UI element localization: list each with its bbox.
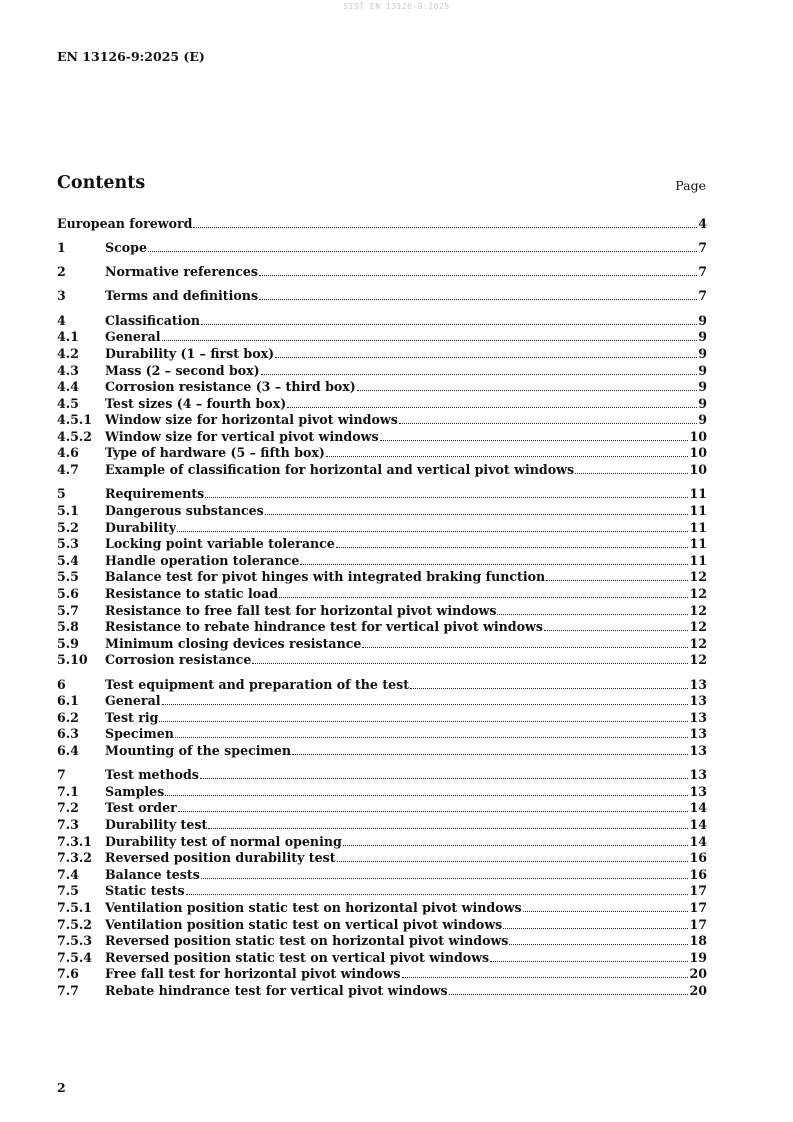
toc-entry-number: 7.3.1	[57, 833, 93, 849]
toc-entry[interactable]	[57, 635, 707, 652]
toc-dot-leader	[159, 721, 688, 722]
toc-entry-number: 6.2	[57, 709, 79, 725]
toc-entry-page: 12	[689, 652, 707, 668]
toc-dot-leader	[336, 547, 689, 548]
toc-entry[interactable]	[57, 949, 707, 966]
toc-entry-number: 5.9	[57, 635, 79, 651]
toc-entry-page: 12	[689, 619, 707, 635]
toc-dot-leader	[252, 663, 688, 664]
toc-dot-leader	[546, 580, 688, 581]
toc-entry-title: Test rig	[105, 709, 159, 725]
toc-entry[interactable]	[57, 966, 707, 983]
toc-entry-title: Durability (1 – first box)	[105, 345, 275, 361]
toc-entry-number: 4.6	[57, 445, 79, 461]
toc-entry[interactable]	[57, 445, 707, 462]
toc-entry[interactable]	[57, 569, 707, 586]
toc-entry[interactable]	[57, 933, 707, 950]
toc-entry[interactable]	[57, 850, 707, 867]
toc-dot-leader	[162, 704, 689, 705]
toc-entry-title: Reversed position durability test	[105, 850, 336, 866]
toc-entry[interactable]	[57, 329, 707, 346]
toc-entry-page: 4	[698, 215, 707, 231]
toc-entry-number: 5.5	[57, 569, 79, 585]
toc-entry-number: 4.1	[57, 329, 79, 345]
toc-entry-title: Test methods	[105, 767, 199, 783]
toc-entry-title: Window size for horizontal pivot windows	[105, 412, 398, 428]
toc-entry-title: Samples	[105, 783, 165, 799]
toc-entry-page: 11	[689, 486, 707, 502]
toc-entry-number: 7.5.2	[57, 916, 93, 932]
toc-entry[interactable]	[57, 312, 707, 329]
toc-dot-leader	[165, 795, 688, 796]
toc-entry[interactable]	[57, 379, 707, 396]
toc-entry-title: Minimum closing devices resistance	[105, 635, 362, 651]
toc-dot-leader	[193, 227, 697, 228]
toc-entry-number: 7.5.4	[57, 949, 93, 965]
toc-entry[interactable]	[57, 709, 707, 726]
toc-entry-number: 4.5.2	[57, 428, 93, 444]
toc-entry-page: 17	[689, 899, 707, 915]
toc-entry-page: 9	[698, 312, 707, 328]
toc-dot-leader	[279, 597, 688, 598]
toc-entry-title: Reversed position static test on vertical pivot windows	[105, 949, 490, 965]
toc-dot-leader	[201, 324, 697, 325]
toc-entry-title: Durability test	[105, 817, 208, 832]
toc-entry-page: 9	[698, 345, 707, 361]
toc-entry[interactable]	[57, 783, 707, 800]
toc-entry-page: 13	[689, 693, 707, 709]
toc-entry[interactable]	[57, 345, 707, 362]
toc-entry[interactable]	[57, 215, 707, 232]
toc-entry[interactable]	[57, 585, 707, 602]
toc-entry[interactable]	[57, 833, 707, 850]
toc-entry-title: Durability	[105, 519, 177, 535]
toc-entry[interactable]	[57, 726, 707, 743]
watermark: SIST EN 13126-9:2025	[343, 2, 450, 11]
toc-entry-title: Resistance to static load	[105, 585, 279, 601]
toc-entry-number: 5	[57, 486, 66, 502]
toc-entry-page: 19	[689, 949, 707, 965]
toc-dot-leader	[490, 961, 688, 962]
toc-entry-page: 13	[689, 742, 707, 758]
toc-entry[interactable]	[57, 866, 707, 883]
toc-entry-title: Test order	[105, 800, 177, 816]
toc-entry-page: 20	[689, 966, 707, 982]
toc-entry[interactable]	[57, 883, 707, 900]
toc-entry-number: 4.5	[57, 395, 79, 411]
toc-entry-page: 13	[689, 767, 707, 783]
toc-entry-title: Resistance to free fall test for horizontal pivot windows	[105, 602, 497, 618]
toc-entry-number: 5.3	[57, 536, 79, 552]
toc-entry-number: 5.10	[57, 652, 88, 668]
toc-entry[interactable]	[57, 693, 707, 710]
toc-dot-leader	[362, 647, 688, 648]
toc-entry[interactable]	[57, 742, 707, 759]
toc-dot-leader	[509, 944, 688, 945]
toc-entry[interactable]	[57, 800, 707, 817]
toc-entry-number: 7.4	[57, 866, 79, 882]
toc-dot-leader	[162, 340, 698, 341]
toc-entry-page: 17	[689, 916, 707, 932]
toc-entry-page: 13	[689, 676, 707, 692]
toc-entry-page: 9	[698, 379, 707, 395]
toc-entry-title: Static tests	[105, 883, 185, 899]
toc-entry[interactable]	[57, 916, 707, 933]
toc-entry-title: Free fall test for horizontal pivot windows	[105, 966, 401, 982]
toc-entry-number: 7	[57, 767, 66, 783]
toc-entry-title: Ventilation position static test on vertical pivot windows	[105, 916, 503, 932]
toc-entry-page: 18	[689, 933, 707, 949]
toc-entry-number: 1	[57, 239, 66, 255]
toc-entry[interactable]	[57, 239, 707, 256]
toc-entry-page: 7	[698, 288, 707, 304]
toc-dot-leader	[265, 514, 689, 515]
toc-entry[interactable]	[57, 767, 707, 784]
toc-entry-title: Corrosion resistance	[105, 652, 252, 668]
toc-entry-title: General	[105, 693, 161, 709]
toc-dot-leader	[186, 894, 689, 895]
toc-entry[interactable]	[57, 288, 707, 305]
toc-entry-title: Type of hardware (5 – fifth box)	[105, 445, 325, 461]
toc-entry-page: 9	[698, 329, 707, 345]
toc-entry-title: Ventilation position static test on horizontal pivot windows	[105, 899, 522, 915]
toc-entry-number: 7.1	[57, 783, 79, 799]
toc-entry-number: 5.8	[57, 619, 79, 635]
toc-entry-title: Mass (2 – second box)	[105, 362, 260, 378]
toc-entry-number: 5.2	[57, 519, 79, 535]
toc-dot-leader	[148, 251, 697, 252]
toc-entry-number: 4	[57, 312, 66, 328]
toc-entry-number: 5.1	[57, 502, 79, 518]
toc-dot-leader	[178, 811, 689, 812]
toc-entry[interactable]	[57, 536, 707, 553]
toc-entry-page: 10	[689, 462, 707, 478]
toc-entry-number: 6.4	[57, 742, 79, 758]
toc-entry[interactable]	[57, 676, 707, 693]
toc-entry-page: 13	[689, 726, 707, 742]
toc-entry-page: 9	[698, 395, 707, 411]
toc-entry-number: 2	[57, 264, 66, 280]
toc-entry-number: 7.5.3	[57, 933, 93, 949]
toc-entry-title: Scope	[105, 239, 147, 255]
toc-entry[interactable]	[57, 264, 707, 281]
toc-dot-leader	[503, 928, 688, 929]
toc-dot-leader	[380, 440, 689, 441]
toc-entry-page: 12	[689, 585, 707, 601]
toc-entry-page: 16	[689, 850, 707, 866]
toc-entry[interactable]	[57, 428, 707, 445]
toc-dot-leader	[200, 778, 689, 779]
toc-entry-title: Balance tests	[105, 866, 200, 882]
toc-entry-number: 4.4	[57, 379, 79, 395]
toc-dot-leader	[205, 497, 688, 498]
toc-entry-page: 11	[689, 552, 707, 568]
toc-entry-number: 4.7	[57, 462, 79, 478]
toc-entry[interactable]	[57, 899, 707, 916]
toc-dot-leader	[300, 564, 688, 565]
toc-dot-leader	[357, 390, 697, 391]
toc-entry-page: 14	[689, 800, 707, 816]
toc-entry-number: 4.5.1	[57, 412, 93, 428]
toc-entry-number: 7.5	[57, 883, 79, 899]
toc-dot-leader	[544, 630, 689, 631]
toc-entry-number: 3	[57, 288, 66, 304]
toc-entry-title: Requirements	[105, 486, 205, 502]
toc-entry-title: Specimen	[105, 726, 174, 742]
toc-entry-title: Test sizes (4 – fourth box)	[105, 395, 287, 411]
toc-entry-number: 6.3	[57, 726, 79, 742]
toc-entry-number: 4.2	[57, 345, 79, 361]
toc-entry-page: 7	[698, 264, 707, 280]
toc-entry-title: Example of classification for horizontal and vertical pivot windows	[105, 462, 575, 478]
toc-entry-number: 5.7	[57, 602, 79, 618]
toc-entry-number: 7.6	[57, 966, 79, 982]
toc-entry[interactable]	[57, 362, 707, 379]
toc-entry[interactable]	[57, 816, 707, 833]
toc-entry[interactable]	[57, 395, 707, 412]
toc-dot-leader	[261, 374, 698, 375]
toc-dot-leader	[326, 456, 689, 457]
toc-entry-page: 17	[689, 883, 707, 899]
toc-entry-page: 9	[698, 412, 707, 428]
toc-entry[interactable]	[57, 652, 707, 669]
toc-entry-title: Durability test of normal opening	[105, 833, 342, 849]
toc-entry-page: 11	[689, 519, 707, 535]
toc-dot-leader	[259, 299, 697, 300]
toc-entry-page: 13	[689, 709, 707, 725]
toc-entry[interactable]	[57, 619, 707, 636]
toc-entry-page: 14	[689, 833, 707, 849]
toc-entry-number: 4.3	[57, 362, 79, 378]
toc-dot-leader	[497, 614, 688, 615]
toc-entry[interactable]	[57, 412, 707, 429]
toc-entry-page: 16	[689, 866, 707, 882]
toc-entry-title: Dangerous substances	[105, 502, 264, 518]
toc-entry[interactable]	[57, 486, 707, 503]
contents-heading: Contents	[57, 173, 146, 193]
toc-entry-title: Corrosion resistance (3 – third box)	[105, 379, 356, 395]
toc-entry-number: 7.5.1	[57, 899, 93, 915]
toc-entry-page: 20	[689, 982, 707, 998]
toc-entry-page: 10	[689, 445, 707, 461]
toc-dot-leader	[287, 407, 697, 408]
toc-dot-leader	[292, 754, 688, 755]
toc-entry-page: 12	[689, 602, 707, 618]
toc-entry-page: 13	[689, 783, 707, 799]
toc-entry-title: European foreword	[57, 215, 193, 231]
toc-entry-number: 5.4	[57, 552, 79, 568]
toc-dot-leader	[208, 828, 688, 829]
toc-entry-number: 7.2	[57, 800, 79, 816]
toc-entry-title: Mounting of the specimen	[105, 742, 292, 758]
toc-entry-page: 10	[689, 428, 707, 444]
toc-entry[interactable]	[57, 502, 707, 519]
toc-entry-page: 12	[689, 569, 707, 585]
toc-entry-title: Normative references	[105, 264, 259, 280]
toc-dot-leader	[523, 911, 689, 912]
toc-entry-number: 7.3.2	[57, 850, 93, 866]
toc-entry-page: 14	[689, 817, 707, 832]
toc-dot-leader	[201, 878, 689, 879]
toc-entry[interactable]	[57, 552, 707, 569]
toc-dot-leader	[175, 737, 689, 738]
toc-entry-title: Balance test for pivot hinges with integrated braking function	[105, 569, 546, 585]
toc-entry-page: 11	[689, 536, 707, 552]
toc-entry[interactable]	[57, 602, 707, 619]
toc-entry-title: Classification	[105, 312, 201, 328]
toc-dot-leader	[449, 994, 689, 995]
toc-entry[interactable]	[57, 461, 707, 478]
toc-entry-page: 11	[689, 502, 707, 518]
toc-entry[interactable]	[57, 982, 707, 999]
toc-dot-leader	[575, 473, 688, 474]
toc-dot-leader	[410, 688, 688, 689]
toc-entry-title: Handle operation tolerance	[105, 552, 300, 568]
toc-entry-page: 9	[698, 362, 707, 378]
toc-entry-title: Locking point variable tolerance	[105, 536, 335, 552]
toc-entry[interactable]	[57, 519, 707, 536]
document-identifier: EN 13126-9:2025 (E)	[57, 49, 205, 64]
toc-entry-title: Terms and definitions	[105, 288, 259, 304]
toc-entry-title: Rebate hindrance test for vertical pivot windows	[105, 982, 448, 998]
page-column-label: Page	[675, 178, 706, 193]
toc-entry-number: 6	[57, 676, 66, 692]
toc-dot-leader	[343, 845, 689, 846]
toc-entry-number: 6.1	[57, 693, 79, 709]
toc-entry-number: 7.7	[57, 982, 79, 998]
toc-dot-leader	[402, 977, 689, 978]
toc-entry-page: 12	[689, 635, 707, 651]
toc-entry-title: Reversed position static test on horizontal pivot windows	[105, 933, 509, 949]
toc-entry-number: 7.3	[57, 817, 79, 832]
toc-dot-leader	[275, 357, 697, 358]
table-of-contents	[57, 215, 707, 999]
toc-entry-page: 7	[698, 239, 707, 255]
toc-dot-leader	[259, 275, 697, 276]
page-number: 2	[57, 1080, 66, 1095]
toc-entry-title: Resistance to rebate hindrance test for vertical pivot windows	[105, 619, 543, 635]
toc-dot-leader	[399, 423, 697, 424]
toc-entry-title: Test equipment and preparation of the test	[105, 676, 410, 692]
toc-dot-leader	[337, 861, 689, 862]
toc-entry-title: Window size for vertical pivot windows	[105, 428, 379, 444]
toc-entry-number: 5.6	[57, 585, 79, 601]
toc-entry-title: General	[105, 329, 161, 345]
toc-dot-leader	[177, 531, 688, 532]
